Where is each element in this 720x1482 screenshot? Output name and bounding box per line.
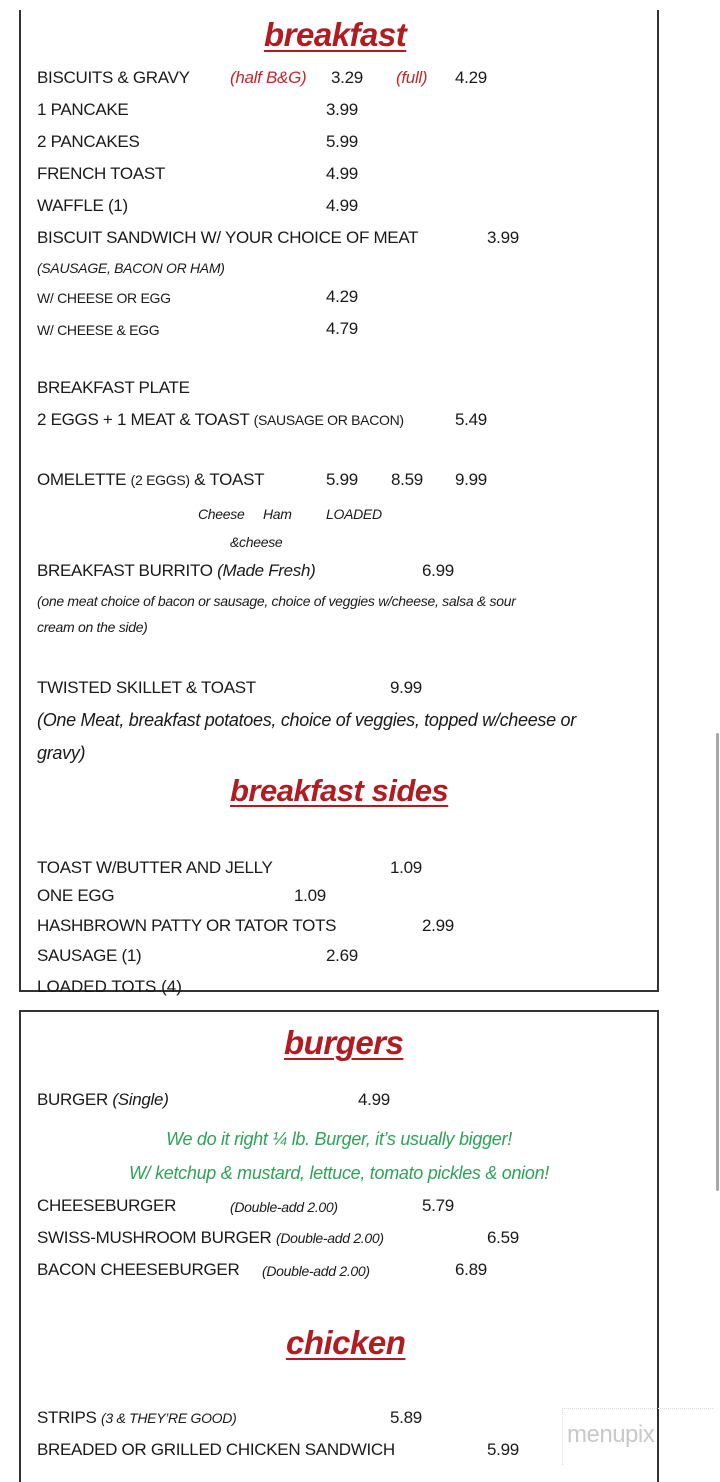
burger-toppings: W/ ketchup & mustard, lettuce, tomato pickles & onion! xyxy=(128,1163,549,1183)
burger-tagline: We do it right ¼ lb. Burger, it’s usually bigger! xyxy=(166,1129,512,1149)
item-price: 2.99 xyxy=(422,916,454,935)
menu-item-chicken-sandwich: BREADED OR GRILLED CHICKEN SANDWICH xyxy=(37,1440,395,1459)
menu-item-2-pancakes: 2 PANCAKES xyxy=(37,132,140,151)
menu-item-omelette xyxy=(37,470,264,490)
item-note: (SAUSAGE, BACON OR HAM) xyxy=(37,260,225,276)
watermark-text: menupix xyxy=(567,1421,655,1448)
burgers-header: burgers xyxy=(284,1024,404,1061)
side-item-sausage: SAUSAGE (1) xyxy=(37,946,142,965)
item-price: 3.99 xyxy=(487,228,519,247)
chicken-header: chicken xyxy=(286,1324,406,1361)
item-price: 9.99 xyxy=(390,678,422,697)
label-ham: Ham xyxy=(263,506,292,522)
item-name: STRIPS xyxy=(37,1408,97,1427)
item-price: 1.09 xyxy=(390,858,422,877)
label-cheese: Cheese xyxy=(198,506,245,522)
label-ham-cheese: &cheese xyxy=(230,534,283,550)
item-note: (Double-add 2.00) xyxy=(262,1263,370,1279)
item-price: 4.99 xyxy=(358,1090,390,1109)
menu-item-1-pancake: 1 PANCAKE xyxy=(37,100,129,119)
menu-item-breakfast-burrito xyxy=(37,561,316,581)
item-price: 4.79 xyxy=(326,319,358,338)
side-item-hashbrown: HASHBROWN PATTY OR TATOR TOTS xyxy=(37,916,337,935)
item-name: BREAKFAST BURRITO xyxy=(37,561,213,580)
menu-item-cheese-or-egg: W/ CHEESE OR EGG xyxy=(37,290,171,306)
item-name: OMELETTE xyxy=(37,470,127,489)
item-price-half: 3.29 xyxy=(331,68,363,87)
side-item-toast: TOAST W/BUTTER AND JELLY xyxy=(37,858,273,877)
item-desc: (one meat choice of bacon or sausage, choice of veggies w/cheese, salsa & sour xyxy=(37,593,516,609)
price-loaded: 9.99 xyxy=(455,470,487,489)
menu-item-strips xyxy=(37,1408,236,1428)
item-paren: (Made Fresh) xyxy=(217,561,316,580)
item-price: 2.69 xyxy=(326,946,358,965)
item-desc-2: cream on the side) xyxy=(37,619,148,635)
item-note: (2 EGGS) xyxy=(130,472,190,488)
item-desc-2: gravy) xyxy=(37,743,86,763)
item-price: 5.89 xyxy=(390,1408,422,1427)
item-price: 1.09 xyxy=(294,886,326,905)
menu-item-waffle: WAFFLE (1) xyxy=(37,196,128,215)
item-name: BURGER xyxy=(37,1090,108,1109)
item-note: (3 & THEY’RE GOOD) xyxy=(101,1410,237,1426)
label-loaded: LOADED xyxy=(326,506,382,522)
item-price: 3.99 xyxy=(326,100,358,119)
menu-item-burger xyxy=(37,1090,169,1110)
menu-item-biscuits-gravy xyxy=(37,68,190,88)
item-price: 5.79 xyxy=(422,1196,454,1215)
side-item-one-egg: ONE EGG xyxy=(37,886,115,905)
menu-item-cheeseburger: CHEESEBURGER xyxy=(37,1196,177,1215)
item-price: 5.99 xyxy=(487,1440,519,1459)
item-name: BISCUITS & GRAVY xyxy=(37,68,190,87)
menu-item-cheese-and-egg: W/ CHEESE & EGG xyxy=(37,322,160,338)
item-price-full: 4.29 xyxy=(455,68,487,87)
item-price: 5.99 xyxy=(326,132,358,151)
menu-item-french-toast: FRENCH TOAST xyxy=(37,164,166,183)
item-price: 6.89 xyxy=(455,1260,487,1279)
item-price: 5.49 xyxy=(455,410,487,429)
breakfast-menu-panel xyxy=(19,10,659,996)
item-desc: (One Meat, breakfast potatoes, choice of veggies, topped w/cheese or xyxy=(37,710,576,730)
menu-item-eggs-meat-toast xyxy=(37,410,404,430)
item-price: 6.99 xyxy=(422,561,454,580)
item-price: 4.99 xyxy=(326,164,358,183)
price-ham: 8.59 xyxy=(391,470,423,489)
item-option-full: (full) xyxy=(396,68,428,87)
item-name: 2 EGGS + 1 MEAT & TOAST xyxy=(37,410,250,429)
menu-item-bacon-cheeseburger: BACON CHEESEBURGER xyxy=(37,1260,240,1279)
menu-item-swiss-mushroom xyxy=(37,1228,384,1248)
item-note: (Single) xyxy=(112,1090,169,1109)
item-note: (Double-add 2.00) xyxy=(230,1199,338,1215)
item-price: 4.29 xyxy=(326,287,358,306)
item-option-half: (half B&G) xyxy=(230,68,307,87)
menu-item-breakfast-plate: BREAKFAST PLATE xyxy=(37,378,190,397)
item-price: 4.99 xyxy=(326,196,358,215)
menu-item-biscuit-sandwich: BISCUIT SANDWICH W/ YOUR CHOICE OF MEAT xyxy=(37,228,419,247)
side-item-loaded-tots-cutoff: LOADED TOTS (4) xyxy=(37,977,182,996)
watermark xyxy=(562,1408,713,1465)
price-cheese: 5.99 xyxy=(326,470,358,489)
item-name: SWISS-MUSHROOM BURGER xyxy=(37,1228,272,1247)
menu-item-twisted-skillet: TWISTED SKILLET & TOAST xyxy=(37,678,256,697)
item-note: (Double-add 2.00) xyxy=(275,1230,384,1246)
item-name-suffix: & TOAST xyxy=(194,470,265,489)
item-price: 6.59 xyxy=(487,1228,519,1247)
breakfast-sides-header: breakfast sides xyxy=(230,773,449,808)
breakfast-header: breakfast xyxy=(264,16,407,53)
scrollbar[interactable] xyxy=(716,733,719,1191)
item-note: (SAUSAGE OR BACON) xyxy=(253,412,404,428)
